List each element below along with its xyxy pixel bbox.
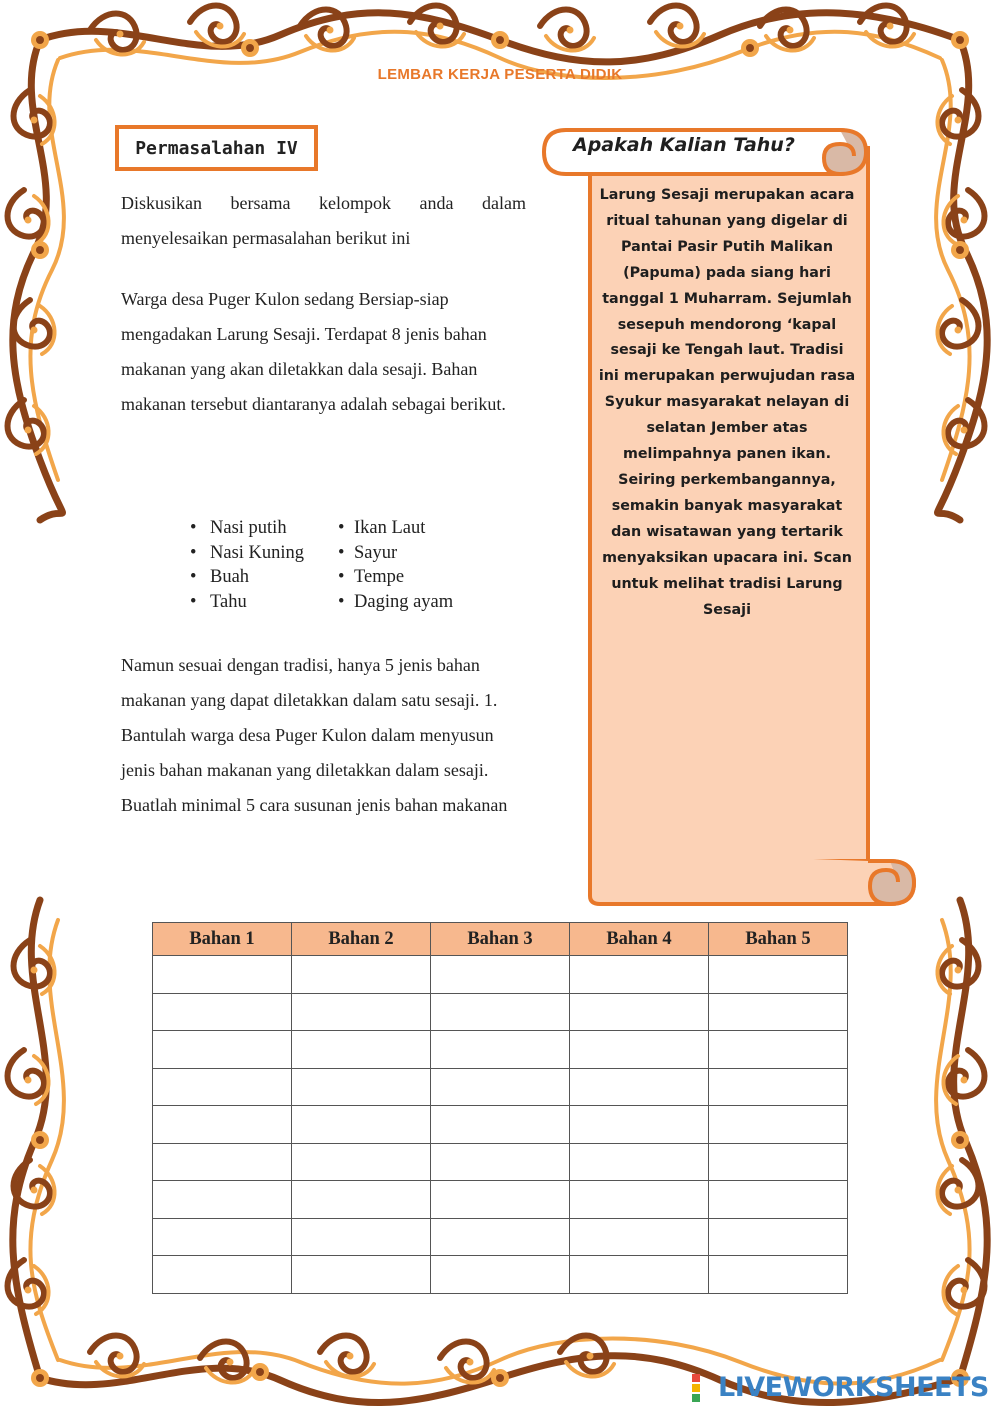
answer-cell[interactable]	[153, 1106, 292, 1144]
liveworksheets-logo-icon	[692, 1374, 716, 1402]
answer-cell[interactable]	[292, 1143, 431, 1181]
table-row	[153, 1031, 848, 1069]
answer-cell[interactable]	[431, 1068, 570, 1106]
answer-cell[interactable]	[570, 1143, 709, 1181]
watermark-text: LIVEWORKSHEETS	[718, 1372, 989, 1403]
answer-cell[interactable]	[431, 1181, 570, 1219]
answer-cell[interactable]	[431, 1218, 570, 1256]
answer-cell[interactable]	[153, 1256, 292, 1294]
list-item: • Sayur	[338, 541, 453, 566]
answer-cell[interactable]	[570, 1181, 709, 1219]
answer-cell[interactable]	[709, 1068, 848, 1106]
list-item: • Tahu	[190, 590, 304, 615]
answer-cell[interactable]	[153, 1218, 292, 1256]
answer-cell[interactable]	[570, 993, 709, 1031]
answer-cell[interactable]	[709, 956, 848, 994]
answer-cell[interactable]	[292, 1256, 431, 1294]
column-header: Bahan 4	[570, 923, 709, 956]
list-item: • Ikan Laut	[338, 516, 453, 541]
table-row	[153, 1218, 848, 1256]
answer-cell[interactable]	[431, 1143, 570, 1181]
table-row	[153, 1143, 848, 1181]
answer-table	[152, 922, 848, 1294]
list-item: • Buah	[190, 565, 304, 590]
scroll-title: Apakah Kalian Tahu?	[573, 134, 795, 156]
problem-label-box: Permasalahan IV	[115, 125, 318, 171]
instruction-text: Diskusikan bersama kelompok anda dalam menyelesaikan permasalahan berikut ini	[121, 193, 526, 248]
answer-cell[interactable]	[709, 993, 848, 1031]
table-row	[153, 1068, 848, 1106]
answer-cell[interactable]	[153, 1068, 292, 1106]
answer-cell[interactable]	[292, 993, 431, 1031]
list-item: • Nasi Kuning	[190, 541, 304, 566]
answer-cell[interactable]	[431, 1031, 570, 1069]
answer-cell[interactable]	[153, 1143, 292, 1181]
column-header: Bahan 3	[431, 923, 570, 956]
table-header-row	[153, 923, 848, 956]
list-item: • Nasi putih	[190, 516, 304, 541]
answer-cell[interactable]	[292, 1031, 431, 1069]
story-text: Warga desa Puger Kulon sedang Bersiap-siap mengadakan Larung Sesaji. Terdapat 8 jenis bahan makanan yang akan diletakkan dala sesaji. Bahan makanan tersebut diantaranya adalah sebagai berikut.	[121, 289, 506, 414]
list-item: • Tempe	[338, 565, 453, 590]
answer-cell[interactable]	[153, 1031, 292, 1069]
answer-cell[interactable]	[431, 956, 570, 994]
scroll-body-text: Larung Sesaji merupakan acara ritual tahunan yang digelar di Pantai Pasir Putih Malikan (Papuma) pada siang hari tanggal 1 Muharram. Sejumlah sesepuh mendorong ‘kapal sesaji ke Tengah laut. Tradisi ini merupakan perwujudan rasa Syukur masyarakat nelayan di selatan Jember atas melimpahnya panen ikan. Seiring perkembangannya, semakin banyak masyarakat dan wisatawan yang tertarik menyaksikan upacara ini. Scan untuk melihat tradisi Larung Sesaji	[598, 187, 856, 618]
header-title: LEMBAR KERJA PESERTA DIDIK	[377, 66, 623, 83]
column-header: Bahan 2	[292, 923, 431, 956]
table-row	[153, 1256, 848, 1294]
food-list-left	[190, 516, 304, 614]
table-row	[153, 993, 848, 1031]
answer-table-body	[153, 956, 848, 1294]
answer-cell[interactable]	[153, 993, 292, 1031]
table-row	[153, 1181, 848, 1219]
answer-cell[interactable]	[292, 1106, 431, 1144]
answer-cell[interactable]	[570, 1106, 709, 1144]
answer-cell[interactable]	[570, 1031, 709, 1069]
answer-cell[interactable]	[153, 956, 292, 994]
answer-cell[interactable]	[431, 1106, 570, 1144]
answer-cell[interactable]	[570, 1256, 709, 1294]
answer-cell[interactable]	[292, 1068, 431, 1106]
answer-cell[interactable]	[709, 1143, 848, 1181]
answer-cell[interactable]	[570, 1218, 709, 1256]
answer-cell[interactable]	[292, 956, 431, 994]
answer-cell[interactable]	[292, 1181, 431, 1219]
column-header: Bahan 1	[153, 923, 292, 956]
answer-cell[interactable]	[709, 1218, 848, 1256]
answer-cell[interactable]	[292, 1218, 431, 1256]
food-list-right	[338, 516, 453, 614]
answer-cell[interactable]	[709, 1256, 848, 1294]
table-row	[153, 1106, 848, 1144]
answer-cell[interactable]	[709, 1181, 848, 1219]
task-text: Namun sesuai dengan tradisi, hanya 5 jenis bahan makanan yang dapat diletakkan dalam satu sesaji. 1. Bantulah warga desa Puger Kulon dalam menyusun jenis bahan makanan yang diletakkan dalam sesaji. Buatlah minimal 5 cara susunan jenis bahan makanan	[121, 655, 508, 815]
answer-cell[interactable]	[570, 1068, 709, 1106]
column-header: Bahan 5	[709, 923, 848, 956]
answer-cell[interactable]	[709, 1106, 848, 1144]
list-item: • Daging ayam	[338, 590, 453, 615]
answer-cell[interactable]	[709, 1031, 848, 1069]
table-row	[153, 956, 848, 994]
answer-cell[interactable]	[153, 1181, 292, 1219]
answer-cell[interactable]	[570, 956, 709, 994]
answer-cell[interactable]	[431, 993, 570, 1031]
answer-cell[interactable]	[431, 1256, 570, 1294]
